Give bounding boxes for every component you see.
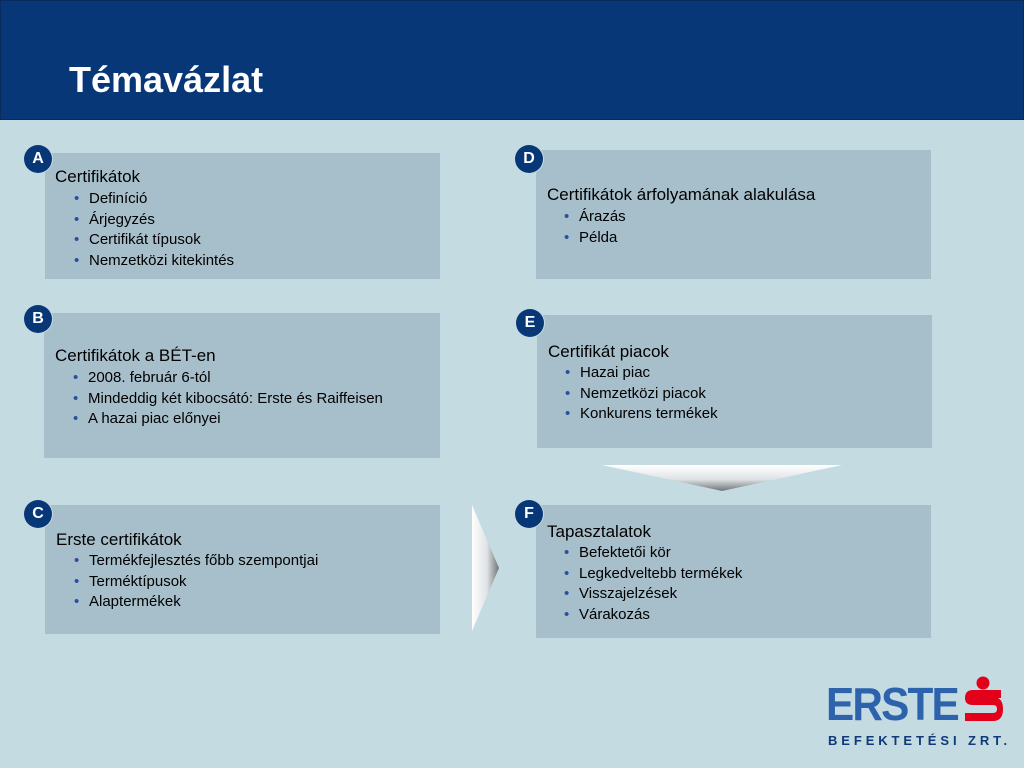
section-panel-b (44, 313, 440, 458)
list-item: • Termékfejlesztés főbb szempontjai (72, 551, 318, 572)
list-item: • Nemzetközi piacok (563, 384, 718, 405)
list-item: • Visszajelzések (562, 584, 742, 605)
list-item: • Példa (562, 228, 626, 249)
section-panel-c (45, 505, 440, 634)
list-item: • Befektetői kör (562, 543, 742, 564)
list-item: • Várakozás (562, 605, 742, 626)
section-list (71, 368, 383, 430)
list-item: • Árjegyzés (72, 210, 234, 231)
section-title: Certifikátok árfolyamának alakulása (547, 185, 816, 204)
list-item: • Definíció (72, 189, 234, 210)
list-item: • Árazás (562, 207, 626, 228)
section-list (72, 551, 318, 613)
list-item: • Konkurens termékek (563, 404, 718, 425)
down-arrow-icon (600, 463, 844, 493)
section-title: Certifikátok (55, 167, 141, 186)
section-list (562, 207, 626, 248)
section-list (72, 189, 234, 271)
list-item: • Alaptermékek (72, 592, 318, 613)
list-item: • Legkedveltebb termékek (562, 564, 742, 585)
section-badge-e: E (516, 309, 544, 337)
list-item: • A hazai piac előnyei (71, 409, 383, 430)
section-title: Certifikátok a BÉT-en (55, 346, 216, 365)
section-list (562, 543, 742, 625)
list-item: • Hazai piac (563, 363, 718, 384)
section-title: Erste certifikátok (56, 530, 182, 549)
list-item: • Nemzetközi kitekintés (72, 251, 234, 272)
section-title: Certifikát piacok (548, 342, 669, 361)
section-panel-e (537, 315, 932, 448)
section-badge-f: F (515, 500, 543, 528)
section-badge-d: D (515, 145, 543, 173)
list-item: • Certifikát típusok (72, 230, 234, 251)
erste-s-icon (961, 676, 1005, 728)
section-badge-b: B (24, 305, 52, 333)
section-badge-a: A (24, 145, 52, 173)
header-bar (0, 0, 1024, 120)
section-panel-d (536, 150, 931, 279)
right-arrow-icon (470, 503, 502, 633)
logo-wordmark: ERSTE (826, 678, 958, 730)
section-panel-a (45, 153, 440, 279)
section-list (563, 363, 718, 425)
list-item: • Terméktípusok (72, 572, 318, 593)
logo-subtitle: BEFEKTETÉSI ZRT. (828, 733, 1012, 748)
section-title: Tapasztalatok (547, 522, 651, 541)
list-item: • Mindeddig két kibocsátó: Erste és Raiffeisen (71, 389, 383, 410)
list-item: • 2008. február 6-tól (71, 368, 383, 389)
section-badge-c: C (24, 500, 52, 528)
page-title: Témavázlat (69, 59, 264, 100)
section-panel-f (536, 505, 931, 638)
